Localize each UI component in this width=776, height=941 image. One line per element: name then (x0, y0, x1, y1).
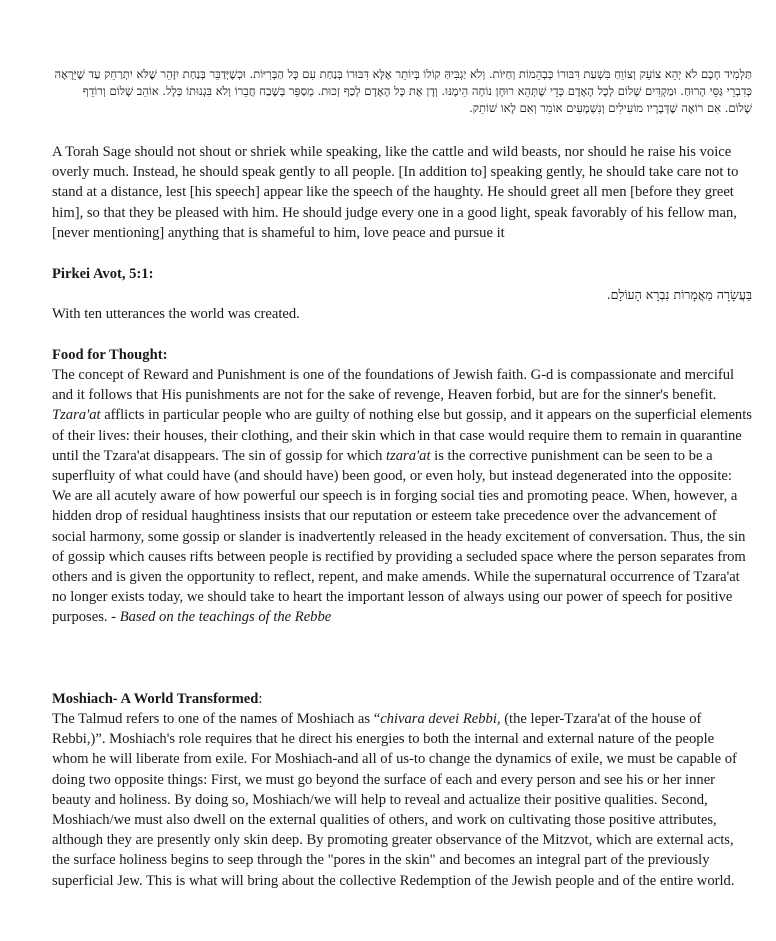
moshiach-paragraph (52, 709, 752, 891)
food-text-2: afflicts in particular people who are guilty of nothing else but gossip, and it appears on the superficial elements of their lives: their houses, their clothing, and their skin which in that case would require them to remain in quarantine until the Tzara'at disappears. The sin of gossip for which (52, 407, 752, 464)
food-italic-1: Tzara'at (52, 407, 101, 424)
pirkei-heading: Pirkei Avot, 5:1: (52, 266, 154, 282)
moshiach-text-2: (the leper-Tzara'at of the house of Rebbi,)”. Moshiach's role requires that he direct his energies to both the internal and external nature of the people whom he will liberate from exile. For Moshiach-and all of us-to change the dynamics of exile, we must be capable of doing two opposite things: First, we must go beyond the surface of each and every person and see his or her inner beauty and holiness. By doing so, Moshiach/we will help to reveal and actualize their positive qualities. Second, Moshiach/we must also dwell on the external qualities of others, and work on cultivating those positive attributes, although they are presently only skin deep. By promoting greater observance of the Mitzvot, which are external acts, the surface holiness begins to seep through the "pores in the skin" and becomes an integral part of the previously superficial Jew. This is what will bring about the collective Redemption of the Jewish people and of the entire world. (52, 711, 737, 889)
intro-hebrew-text: תַּלְמִיד חָכָם לֹא יְהֵא צוֹעֵק וְצוֹוֵחַ בִּשְׁעַת דִּבּוּרוֹ כְּבְהֵמוֹת וְחַיּוֹת. וְלֹא יַגְבִּיהַּ קוֹלוֹ בְּיוֹתֵר אֶלָּא דִּבּוּרוֹ בְּנַחַת עִם כָּל הַבְּרִיּוֹת. וּכְשֶׁיְּדַבֵּר בְּנַחַת יִזָּהֵר שֶׁלֹּא יִתְרַחֵק עַד שֶׁיֵּרָאֶה כְּדִבְרֵי גַּסֵּי הָרוּחַ. וּמַקְדִּים שָׁלוֹם לְכָל הָאָדָם כְּדֵי שֶׁתְּהֵא רוּחָן נוֹחָה הֵימֶנּוּ. וְדָן אֶת כָּל הָאָדָם לְכַף זְכוּת. מְסַפֵּר בְּשֶׁבַח חֲבֵרוֹ וְלֹא בִּגְנוּתוֹ כְּלָל. אוֹהֵב שָׁלוֹם וְרוֹדֵף שָׁלוֹם. אִם רוֹאֶה שֶׁדְּבָרָיו מוֹעִילִים וְנִשְׁמָעִים אוֹמֵר וְאִם לָאו שׁוֹתֵק. (54, 67, 752, 115)
food-heading: Food for Thought: (52, 347, 168, 363)
food-italic-2: tzara'at (386, 447, 431, 464)
food-italic-3: Based on the teachings of the Rebbe (119, 609, 332, 626)
moshiach-heading-line (52, 689, 752, 709)
food-text-1: The concept of Reward and Punishment is one of the foundations of Jewish faith. G-d is compassionate and merciful and it follows that His punishments are not for the sake of revenge, Heaven forbid, but are for the sinner's benefit. (52, 367, 735, 404)
food-paragraph (52, 365, 752, 628)
moshiach-heading-colon: : (258, 691, 263, 707)
food-text-3: is the corrective punishment can be seen to be a superfluity of what could have (and should have) been good, or even holy, but instead degenerated into the opposite: We are all acutely aware of how powerful our speech is in forging social ties and promoting peace. When, however, a hidden drop of residual haughtiness insists that our reputation or esteem take precedence over the advancement of social harmony, some gossip or slander is inadvertently released in the heady excitement of conversation. Thus, the sin of gossip which causes rifts between people is rectified by providing a secluded space where the person separates from others and is given the opportunity to reflect, repent, and make amends. While the supernatural occurrence of Tzara'at no longer exists today, we should take to heart the important lesson of always using our power of speech for positive purposes. - (52, 447, 746, 626)
intro-english-text: A Torah Sage should not shout or shriek while speaking, like the cattle and wild beasts, nor should he raise his voice overly much. Instead, he should speak gently to all people. [In addition to] speaking gently, he should take care not to stand at a distance, lest [his speech] appear like the speech of the haughty. He should greet all men [before they greet him], so that they be pleased with him. He should judge every one in a good light, speak favorably of his fellow man, [never mentioning] anything that is shameful to him, love peace and pursue it (52, 144, 739, 241)
pirkei-hebrew-text: בַּעֲשָׂרָה מַאֲמָרוֹת נִבְרָא הָעוֹלָם. (606, 287, 752, 302)
moshiach-text-1: The Talmud refers to one of the names of Moshiach as “ (52, 711, 381, 727)
pirkei-english-text: With ten utterances the world was created. (52, 306, 300, 322)
moshiach-heading: Moshiach- A World Transformed (52, 691, 259, 707)
moshiach-italic-1: chivara devei Rebbi, (380, 711, 501, 727)
